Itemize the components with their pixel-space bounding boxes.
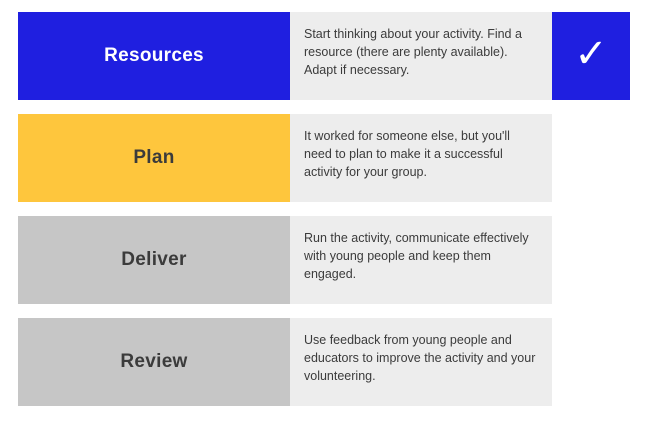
process-row-plan xyxy=(18,114,630,202)
process-row-deliver xyxy=(18,216,630,304)
description-text-resources: Start thinking about your activity. Find a resource (there are plenty available). Adapt if necessary. xyxy=(304,27,522,78)
process-row-review xyxy=(18,318,630,406)
description-block-resources xyxy=(290,12,552,100)
stage-block-resources[interactable] xyxy=(18,12,290,100)
description-block-review xyxy=(290,318,552,406)
stage-block-plan[interactable] xyxy=(18,114,290,202)
stage-block-review[interactable] xyxy=(18,318,290,406)
description-text-plan: It worked for someone else, but you'll need to plan to make it a successful activity for your group. xyxy=(304,129,510,180)
status-block-deliver xyxy=(552,216,630,304)
stage-label-review: Review xyxy=(120,351,188,372)
stage-label-plan: Plan xyxy=(133,147,175,168)
status-block-plan xyxy=(552,114,630,202)
stage-block-deliver[interactable] xyxy=(18,216,290,304)
status-block-resources[interactable] xyxy=(552,12,630,100)
description-text-review: Use feedback from young people and educators to improve the activity and your volunteering. xyxy=(304,333,536,384)
stage-label-deliver: Deliver xyxy=(121,249,187,270)
stage-label-resources: Resources xyxy=(104,45,204,66)
description-text-deliver: Run the activity, communicate effectively with young people and keep them engaged. xyxy=(304,231,529,282)
check-icon: ✓ xyxy=(574,32,608,76)
description-block-deliver xyxy=(290,216,552,304)
description-block-plan xyxy=(290,114,552,202)
status-block-review xyxy=(552,318,630,406)
process-row-resources xyxy=(18,12,630,100)
